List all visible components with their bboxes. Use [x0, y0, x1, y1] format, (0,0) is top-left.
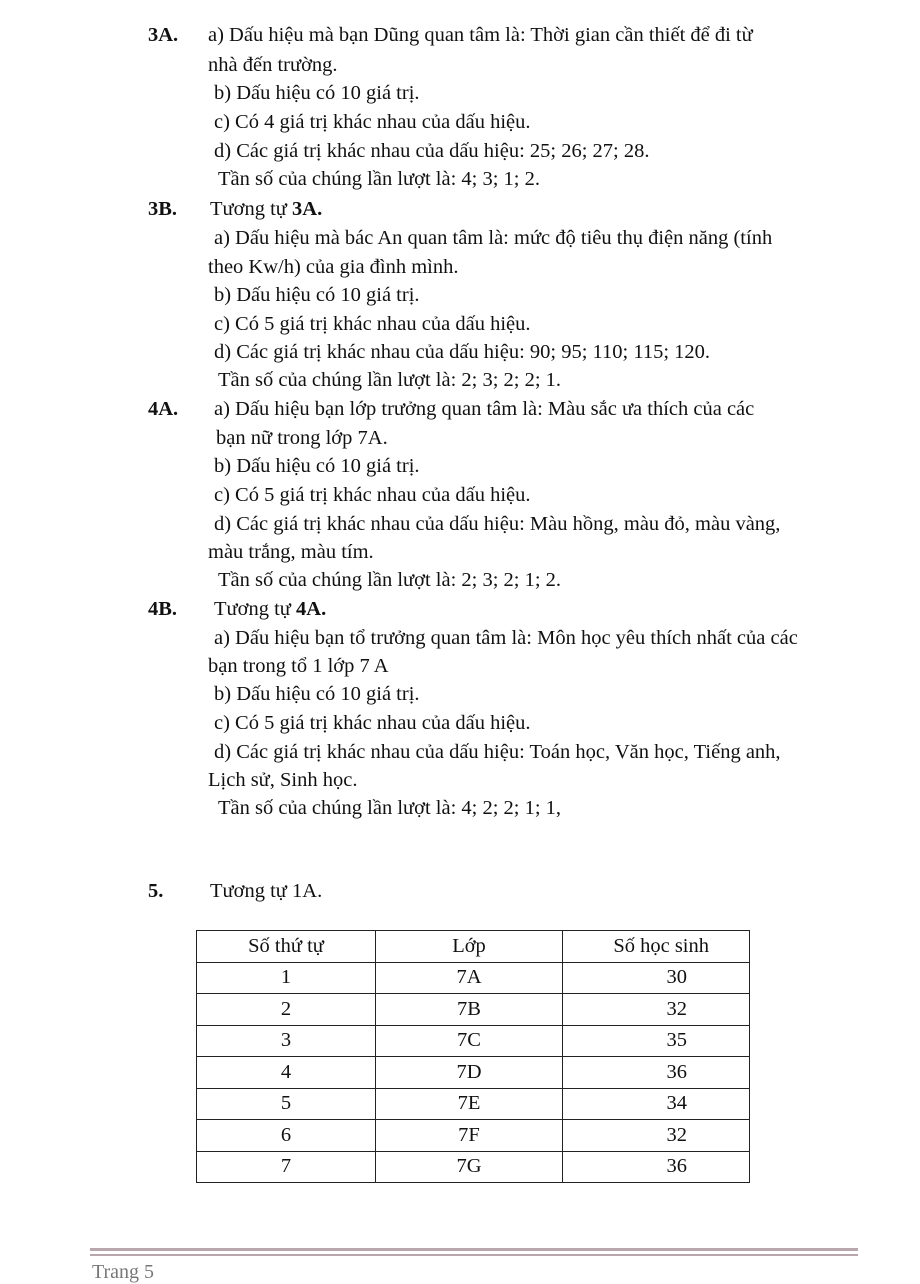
table-cell: 7F [376, 1120, 563, 1152]
4b-answer-b: b) Dấu hiệu có 10 giá trị. [214, 683, 420, 705]
footer-rule-thick [90, 1248, 858, 1251]
section-label-3b: 3B. [148, 198, 178, 220]
table-cell: 1 [197, 962, 376, 994]
table-cell: 35 [563, 1025, 750, 1057]
3b-answer-b: b) Dấu hiệu có 10 giá trị. [214, 284, 420, 306]
table-row [197, 1025, 750, 1057]
table-header-cell: Lớp [376, 931, 563, 963]
table-cell: 34 [563, 1088, 750, 1120]
3b-answer-c: c) Có 5 giá trị khác nhau của dấu hiệu. [214, 313, 531, 335]
4b-similar-text: Tương tự [214, 598, 291, 620]
5-similar-note: Tương tự 1A. [210, 880, 323, 902]
table-header-cell: Số học sinh [563, 931, 750, 963]
table-cell: 7C [376, 1025, 563, 1057]
4a-frequency: Tần số của chúng lần lượt là: 2; 3; 2; 1; 2. [218, 569, 562, 591]
3b-similar-ref: 3A. [292, 198, 323, 220]
3a-answer-b: b) Dấu hiệu có 10 giá trị. [214, 82, 420, 104]
table-cell: 32 [563, 994, 750, 1026]
4b-similar-note [214, 596, 326, 622]
4b-answer-a-line2: bạn trong tổ 1 lớp 7 A [208, 655, 389, 677]
4b-answer-d-line1: d) Các giá trị khác nhau của dấu hiệu: Toán học, Văn học, Tiếng anh, [214, 741, 781, 763]
table-row [197, 1057, 750, 1089]
section-label-4a: 4A. [148, 398, 179, 420]
3b-answer-d: d) Các giá trị khác nhau của dấu hiệu: 90; 95; 110; 115; 120. [214, 341, 711, 363]
page-number: Trang 5 [92, 1261, 155, 1283]
table-cell: 32 [563, 1120, 750, 1152]
table-cell: 7B [376, 994, 563, 1026]
4a-answer-d-line1: d) Các giá trị khác nhau của dấu hiệu: Màu hồng, màu đỏ, màu vàng, [214, 513, 781, 535]
3a-answer-d: d) Các giá trị khác nhau của dấu hiệu: 25; 26; 27; 28. [214, 140, 650, 162]
4a-answer-b: b) Dấu hiệu có 10 giá trị. [214, 455, 420, 477]
table-cell: 3 [197, 1025, 376, 1057]
3a-answer-a-line1: a) Dấu hiệu mà bạn Dũng quan tâm là: Thời gian cần thiết để đi từ [208, 24, 753, 46]
4b-frequency: Tần số của chúng lần lượt là: 4; 2; 2; 1; 1, [218, 797, 562, 819]
table-cell: 7D [376, 1057, 563, 1089]
table-row [197, 1088, 750, 1120]
table-cell: 7A [376, 962, 563, 994]
section-label-3a: 3A. [148, 24, 179, 46]
3a-frequency: Tần số của chúng lần lượt là: 4; 3; 1; 2. [218, 168, 540, 190]
3a-answer-a-line2: nhà đến trường. [208, 54, 338, 76]
4a-answer-a-line2: bạn nữ trong lớp 7A. [216, 427, 388, 449]
table-cell: 5 [197, 1088, 376, 1120]
table-cell: 6 [197, 1120, 376, 1152]
4b-similar-ref: 4A. [296, 598, 327, 620]
table-row [197, 1151, 750, 1183]
4b-answer-d-line2: Lịch sử, Sinh học. [208, 769, 358, 791]
3b-similar-note [210, 196, 322, 222]
4a-answer-d-line2: màu trắng, màu tím. [208, 541, 374, 563]
table-header-row [197, 931, 750, 963]
table-cell: 36 [563, 1057, 750, 1089]
footer-rule-thin [90, 1254, 858, 1256]
3b-answer-a-line1: a) Dấu hiệu mà bác An quan tâm là: mức độ tiêu thụ điện năng (tính [214, 227, 773, 249]
3b-similar-text: Tương tự [210, 198, 287, 220]
section-label-5: 5. [148, 880, 164, 902]
table-cell: 2 [197, 994, 376, 1026]
table-cell: 36 [563, 1151, 750, 1183]
class-student-table [196, 930, 750, 1183]
4a-answer-c: c) Có 5 giá trị khác nhau của dấu hiệu. [214, 484, 531, 506]
4a-answer-a-line1: a) Dấu hiệu bạn lớp trưởng quan tâm là: Màu sắc ưa thích của các [214, 398, 755, 420]
table-header-cell: Số thứ tự [197, 931, 376, 963]
table-cell: 7G [376, 1151, 563, 1183]
4b-answer-c: c) Có 5 giá trị khác nhau của dấu hiệu. [214, 712, 531, 734]
table-cell: 7 [197, 1151, 376, 1183]
4b-answer-a-line1: a) Dấu hiệu bạn tổ trưởng quan tâm là: Môn học yêu thích nhất của các [214, 627, 798, 649]
section-label-4b: 4B. [148, 598, 178, 620]
table-cell: 7E [376, 1088, 563, 1120]
table-row [197, 1120, 750, 1152]
table-row [197, 962, 750, 994]
table-cell: 4 [197, 1057, 376, 1089]
3b-answer-a-line2: theo Kw/h) của gia đình mình. [208, 256, 459, 278]
table-row [197, 994, 750, 1026]
3b-frequency: Tần số của chúng lần lượt là: 2; 3; 2; 2; 1. [218, 369, 562, 391]
3a-answer-c: c) Có 4 giá trị khác nhau của dấu hiệu. [214, 111, 531, 133]
table-cell: 30 [563, 962, 750, 994]
